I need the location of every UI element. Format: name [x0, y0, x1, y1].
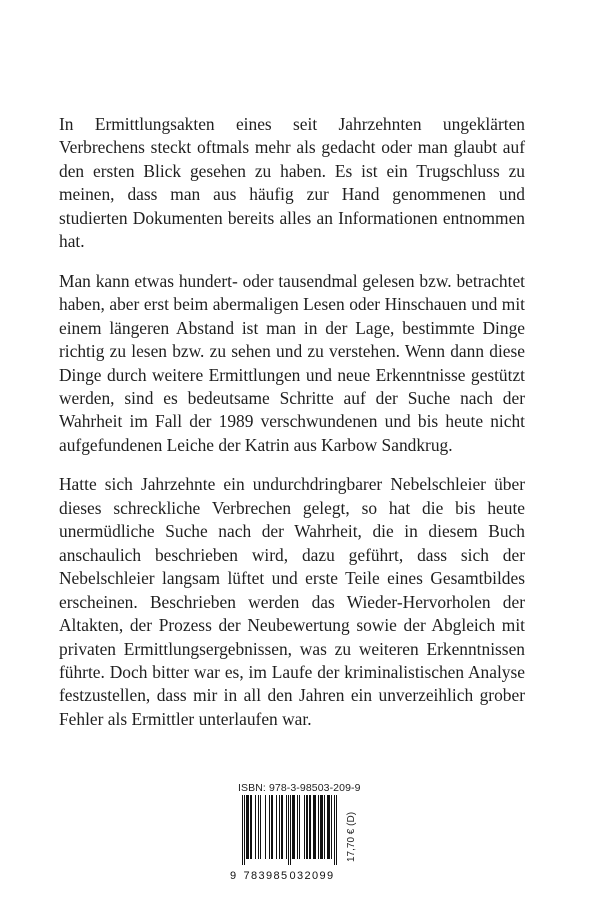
- barcode-right-digits: 032099: [289, 870, 335, 881]
- barcode-bar: [336, 795, 337, 865]
- barcode-bar: [310, 795, 311, 859]
- barcode-bar: [304, 795, 305, 859]
- barcode-bar: [244, 795, 245, 865]
- barcode-bar: [318, 795, 319, 859]
- barcode-bar: [299, 795, 300, 859]
- barcode-bar: [313, 795, 314, 859]
- barcode-bar: [297, 795, 298, 859]
- barcode-bar: [314, 795, 315, 859]
- barcode-bar: [328, 795, 329, 859]
- barcode-bar: [251, 795, 252, 859]
- blurb-paragraph-3: Hatte sich Jahrzehnte ein undurchdringbarer Nebelschleier über dieses schreckliche Verbrechen gelegt, so hat die bis heute unermüdliche Suche nach der Wahrheit, die in diesem Buch anschaulich beschrieben wird, dazu geführt, dass sich der Nebelschleier langsam lüftet und erste Teile eines Gesamtbildes erscheinen. Beschrieben werden das Wieder-Hervorholen der Altakten, der Prozess der Neubewertung sowie der Abgleich mit privaten Ermittlungsergebnissen, was zu weiteren Erkenntnissen führte. Doch bitter war es, im Laufe der kriminalistischen Analyse festzustellen, dass mir in all den Jahren ein unverzeihlich grober Fehler als Ermittler unterlaufen war.: [59, 474, 525, 729]
- barcode-bar: [250, 795, 251, 859]
- price-label: 17,70 € (D): [346, 811, 357, 862]
- blurb-text: [59, 113, 525, 747]
- barcode-bar: [327, 795, 328, 859]
- barcode-bar: [255, 795, 256, 859]
- barcode-bar: [282, 795, 283, 859]
- barcode-bar: [334, 795, 335, 865]
- barcode-bar: [306, 795, 307, 859]
- barcode-bar: [293, 795, 294, 859]
- isbn-label: ISBN: 978-3-98503-209-9: [238, 782, 361, 794]
- isbn-barcode-block: [228, 782, 368, 882]
- ean-barcode: [228, 795, 346, 881]
- barcode-bar: [294, 795, 295, 859]
- barcode-bar: [269, 795, 270, 859]
- barcode-bar: [286, 795, 287, 859]
- barcode-bar: [290, 795, 291, 865]
- blurb-paragraph-1: In Ermittlungsakten eines seit Jahrzehnten ungeklärten Verbrechens steckt oftmals mehr als gedacht oder man glaubt auf den ersten Blick gesehen zu haben. Es ist ein Trugschluss zu meinen, dass man aus häufig zur Hand genommenen und studierten Dokumenten bereits alles an Informationen entnommen hat.: [59, 114, 525, 252]
- barcode-bar: [242, 795, 243, 865]
- barcode-bar: [279, 795, 280, 859]
- barcode-bar: [260, 795, 261, 859]
- barcode-bar: [307, 795, 308, 859]
- barcode-bar: [265, 795, 266, 859]
- barcode-first-digit: 9: [230, 870, 237, 881]
- barcode-left-digits: 783985: [243, 870, 289, 881]
- barcode-bar: [322, 795, 323, 859]
- barcode-bar: [272, 795, 273, 859]
- barcode-bar: [309, 795, 310, 859]
- barcode-bar: [321, 795, 322, 859]
- barcode-bar: [320, 795, 321, 859]
- blurb-paragraph-2: Man kann etwas hundert- oder tausendmal gelesen bzw. betrachtet haben, aber erst beim abermaligen Lesen oder Hinschauen und mit einem längeren Abstand ist man in der Lage, bestimmte Dinge richtig zu lesen bzw. zu sehen und zu verstehen. Wenn dann diese Dinge durch weitere Ermittlungen und neue Erkenntnisse gestützt werden, sind es bedeutsame Schritte auf der Suche nach der Wahrheit im Fall der 1989 verschwundenen und bis heute nicht aufgefundenen Leiche der Katrin aus Karbow Sandkrug.: [59, 270, 525, 455]
- barcode-bar: [315, 795, 316, 859]
- barcode-bar: [246, 795, 247, 859]
- barcode-bar: [331, 795, 332, 859]
- barcode-bar: [324, 795, 325, 859]
- barcode-bar: [248, 795, 249, 859]
- barcode-bar: [247, 795, 248, 859]
- barcode-bar: [271, 795, 272, 859]
- barcode-bar: [292, 795, 293, 859]
- barcode-bar: [276, 795, 277, 859]
- barcode-bar: [329, 795, 330, 859]
- barcode-bar: [258, 795, 259, 859]
- barcode-bar: [288, 795, 289, 865]
- barcode-bar: [281, 795, 282, 859]
